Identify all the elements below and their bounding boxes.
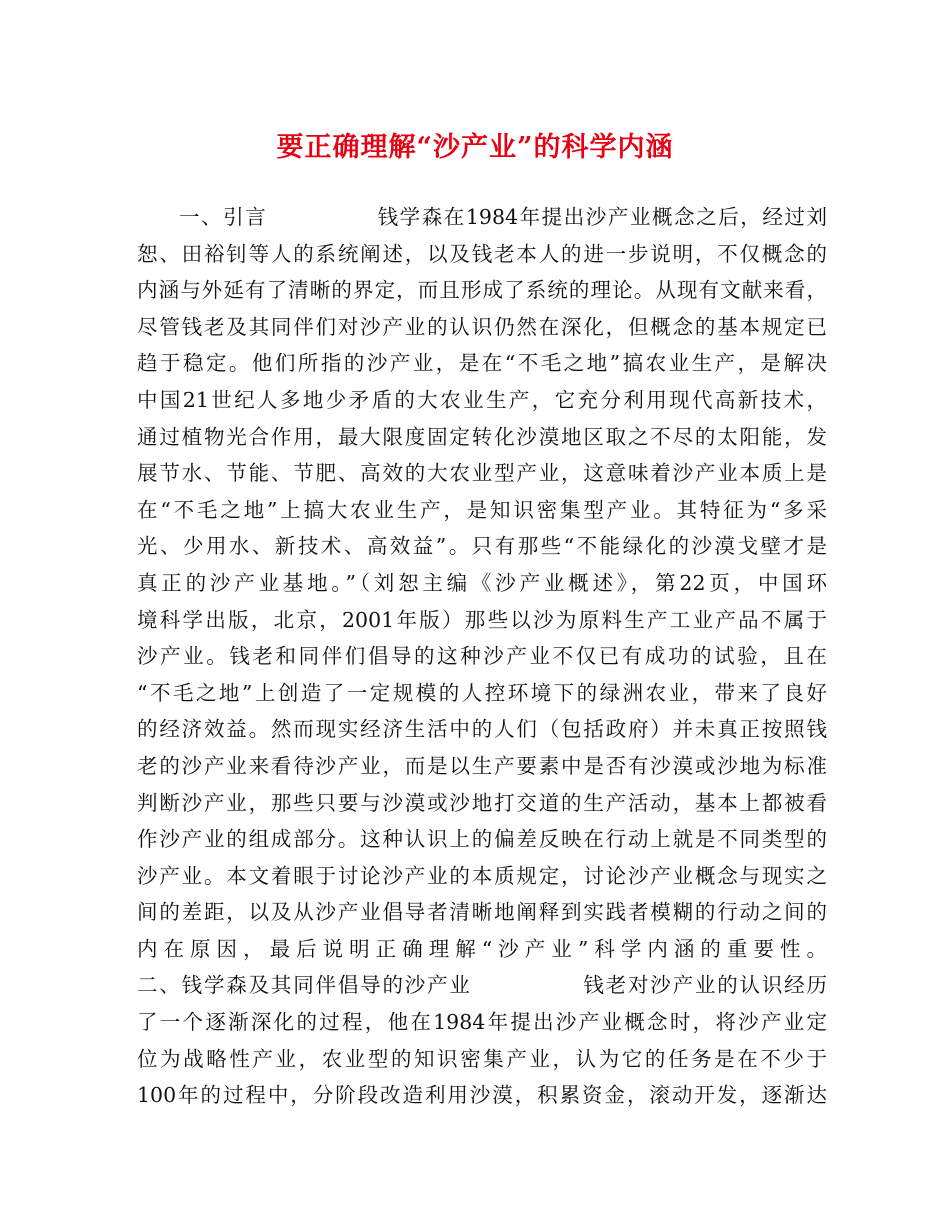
body-line: 沙产业。本文着眼于讨论沙产业的本质规定，讨论沙产业概念与现实之: [137, 863, 827, 888]
document-title: 要正确理解“沙产业”的科学内涵: [276, 132, 674, 163]
body-line: 内涵与外延有了清晰的界定，而且形成了系统的理论。从现有文献来看，: [137, 278, 827, 303]
body-line: 趋于稳定。他们所指的沙产业，是在“不毛之地”搞农业生产，是解决: [137, 351, 827, 376]
body-line: 尽管钱老及其同伴们对沙产业的认识仍然在深化，但概念的基本规定已: [137, 314, 827, 339]
body-line: 一、引言 钱学森在1984年提出沙产业概念之后，经过刘: [179, 205, 827, 229]
body-line: 通过植物光合作用，最大限度固定转化沙漠地区取之不尽的太阳能，发: [137, 424, 827, 449]
body-line: 作沙产业的组成部分。这种认识上的偏差反映在行动上就是不同类型的: [137, 827, 827, 852]
body-line: 恕、田裕钊等人的系统阐述，以及钱老本人的进一步说明，不仅概念的: [137, 241, 827, 266]
body-line: 在“不毛之地”上搞大农业生产，是知识密集型产业。其特征为“多采: [137, 497, 827, 522]
body-line: 内在原因，最后说明正确理解“沙产业”科学内涵的重要性。: [137, 936, 827, 961]
body-line: 光、少用水、新技术、高效益”。只有那些“不能绿化的沙漠戈壁才是: [137, 534, 827, 559]
body-line: 判断沙产业，那些只要与沙漠或沙地打交道的生产活动，基本上都被看: [137, 790, 827, 815]
body-line: 老的沙产业来看待沙产业，而是以生产要素中是否有沙漠或沙地为标准: [137, 753, 827, 778]
body-line: 展节水、节能、节肥、高效的大农业型产业，这意味着沙产业本质上是: [137, 461, 827, 486]
body-line: 了一个逐渐深化的过程，他在1984年提出沙产业概念时，将沙产业定: [137, 1010, 827, 1035]
body-line: 沙产业。钱老和同伴们倡导的这种沙产业不仅已有成功的试验，且在: [137, 644, 827, 669]
body-line: 真正的沙产业基地。”（刘恕主编《沙产业概述》，第22页，中国环: [137, 570, 827, 595]
body-line: 二、钱学森及其同伴倡导的沙产业 钱老对沙产业的认识经历: [137, 973, 827, 998]
body-line: 的经济效益。然而现实经济生活中的人们（包括政府）并未真正按照钱: [137, 717, 827, 742]
document-body: [137, 199, 827, 1114]
body-line: 间的差距，以及从沙产业倡导者清晰地阐释到实践者模糊的行动之间的: [137, 900, 827, 925]
body-line: 中国21世纪人多地少矛盾的大农业生产，它充分利用现代高新技术，: [137, 387, 827, 412]
body-line: 境科学出版，北京，2001年版）那些以沙为原料生产工业产品不属于: [137, 607, 827, 632]
body-line: 位为战略性产业，农业型的知识密集产业，认为它的任务是在不少于: [137, 1046, 827, 1071]
body-line: “不毛之地”上创造了一定规模的人控环境下的绿洲农业，带来了良好: [137, 680, 827, 705]
body-line: 100年的过程中，分阶段改造利用沙漠，积累资金，滚动开发，逐渐达: [137, 1083, 827, 1108]
